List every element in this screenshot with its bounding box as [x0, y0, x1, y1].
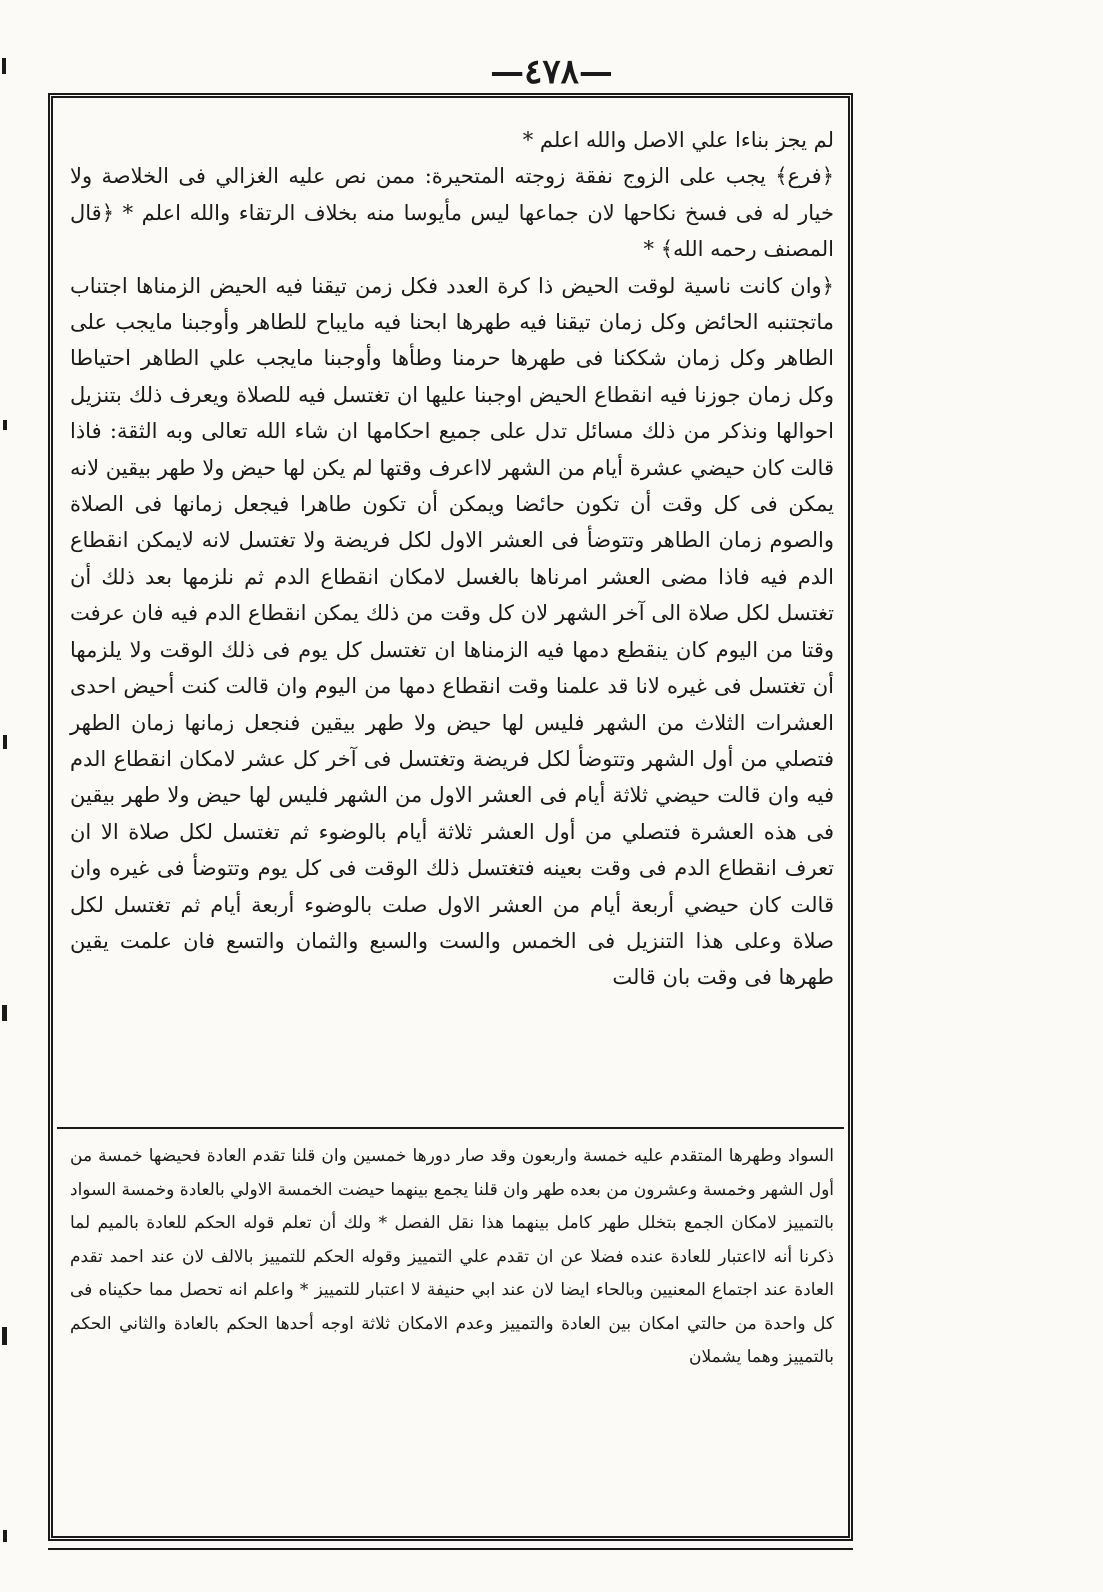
margin-mark — [3, 735, 7, 749]
main-paragraph: ﴿فرع﴾ يجب على الزوج نفقة زوجته المتحيرة: ممن نص عليه الغزالي فى الخلاصة ولا خيار له فى فسخ نكاحها لان جماعها ليس مأيوسا منه بخلاف الرتقاء والله اعلم * ﴿قال المصنف رحمه الله﴾ * — [70, 164, 834, 262]
footnote-paragraph: السواد وطهرها المتقدم عليه خمسة واربعون وقد صار دورها خمسين وان قلنا تقدم العادة فحيضها خمسة من أول الشهر وخمسة وعشرون من بعده طهر وان قلنا يجمع بينهما حيضت الخمسة الاولي بالعادة وخمسة السواد بالتمييز لامكان الجمع بتخلل طهر كامل بينهما هذا نقل الفصل * ولك أن تعلم قوله الحكم للعادة بالميم لما ذكرنا أنه لااعتبار للعادة عنده فضلا عن ان تقدم علي التمييز وقوله الحكم للتمييز بالالف لان عند احمد تقدم العادة عند اجتماع المعنيين وبالحاء ايضا لان عند ابي حنيفة لا اعتبار للتمييز * واعلم انه تحصل مما حكيناه فى كل واحدة من حالتي امكان بين العادة والتمييز وعدم الامكان ثلاثة اوجه أحدها الحكم بالعادة والثاني الحكم بالتمييز وهما يشملان — [70, 1146, 834, 1367]
main-paragraph: ﴿وان كانت ناسية لوقت الحيض ذا كرة العدد فكل زمن تيقنا فيه الحيض الزمناها اجتناب ماتجتنبه الحائض وكل زمان تيقنا فيه طهرها ابحنا فيه مايباح للطاهر وأوجبنا مايجب على الطاهر وكل زمان شككنا فى طهرها حرمنا وطأها وأوجبنا مايجب علي الطاهر احتياطا وكل زمان جوزنا فيه انقطاع الحيض اوجبنا عليها ان تغتسل فيه للصلاة ويعرف ذلك بتنزيل احوالها ونذكر من ذلك مسائل تدل على جميع احكامها ان شاء الله تعالى وبه الثقة: فاذا قالت كان حيضي عشرة أيام من الشهر لااعرف وقتها لم يكن لها حيض ولا طهر بيقين لانه يمكن فى كل وقت أن تكون حائضا ويمكن أن تكون طاهرا فيجعل زمانها فى الصلاة والصوم زمان الطاهر وتتوضأ فى العشر الاول لكل فريضة ولا تغتسل لانه لايمكن انقطاع الدم فيه فاذا مضى العشر امرناها بالغسل لامكان انقطاع الدم ثم نلزمها بعد ذلك أن تغتسل لكل صلاة الى آخر الشهر لان كل وقت من ذلك يمكن انقطاع الدم فيه فان عرفت وقتا من اليوم كان ينقطع دمها فيه الزمناها ان تغتسل كل يوم فى ذلك الوقت ولا يلزمها أن تغتسل فى غيره لانا قد علمنا وقت انقطاع دمها من اليوم وان قالت كنت أحيض احدى العشرات الثلاث من الشهر فليس لها حيض ولا طهر بيقين فنجعل زمانها زمان الطهر فتصلي من أول الشهر وتتوضأ لكل فريضة وتغتسل فى آخر كل عشر لامكان انقطاع الدم فيه وان قالت حيضي ثلاثة أيام فى العشر الاول من الشهر فليس لها حيض ولا طهر بيقين فى هذه العشرة فتصلي من أول العشر ثلاثة أيام بالوضوء ثم تغتسل لكل صلاة الا ان تعرف انقطاع الدم فى وقت بعينه فتغتسل ذلك الوقت فى كل يوم وتتوضأ فى غيره وان قالت كان حيضي أربعة أيام من العشر الاول صلت بالوضوء أربعة أيام ثم تغتسل لكل صلاة وعلى هذا التنزيل فى الخمس والست والسبع والثمان والتسع فان علمت يقين طهرها فى وقت بان قالت — [70, 273, 835, 990]
margin-mark — [3, 420, 7, 430]
margin-mark — [2, 1327, 7, 1345]
page-number: —٤٧٨— — [490, 52, 613, 92]
main-paragraph: لم يجز بناءا علي الاصل والله اعلم * — [522, 128, 834, 152]
margin-mark — [2, 58, 6, 74]
margin-mark — [3, 1530, 7, 1542]
bottom-rule — [48, 1548, 853, 1550]
footnote-divider — [57, 1127, 844, 1129]
footnote-text — [70, 1140, 834, 1520]
margin-mark — [2, 1005, 7, 1021]
main-text — [70, 122, 834, 1122]
